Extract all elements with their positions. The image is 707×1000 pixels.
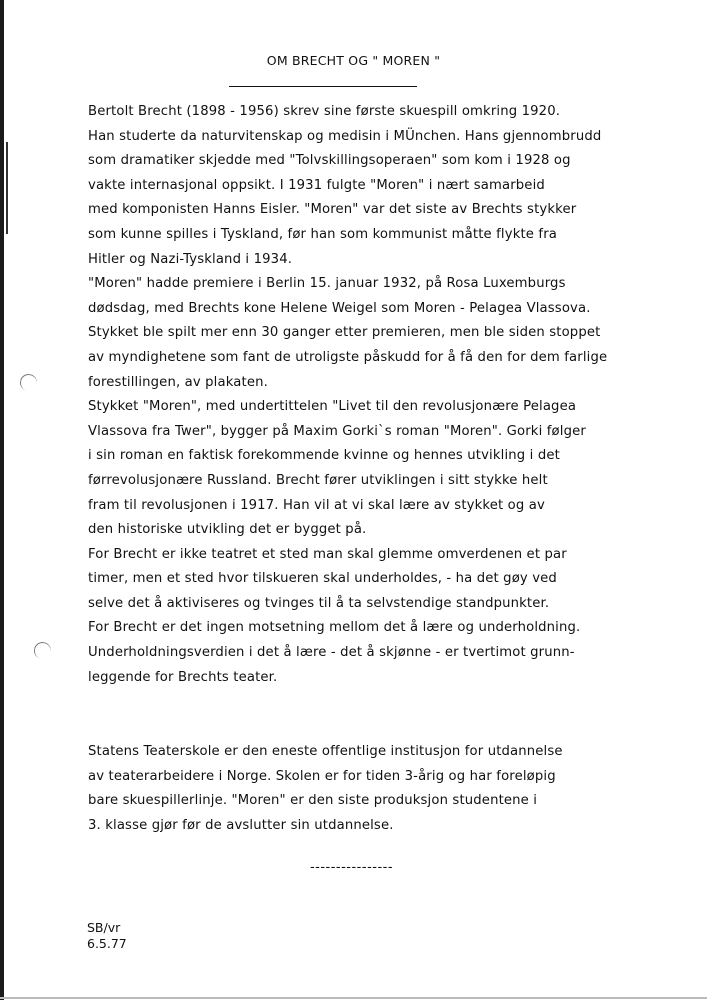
punch-hole-mark <box>19 373 39 393</box>
body-line: førrevolusjonære Russland. Brecht fører utviklingen i sitt stykke helt <box>88 472 548 488</box>
body-line: timer, men et sted hvor tilskueren skal underholdes, - ha det gøy ved <box>88 571 557 587</box>
body-line: selve det å aktiviseres og tvinges til å ta selvstendige standpunkter. <box>88 595 550 611</box>
separator-line <box>0 860 707 875</box>
separator-text: ---------------- <box>309 860 394 875</box>
body-line: Stykket ble spilt mer enn 30 ganger etter premieren, men ble siden stoppet <box>88 325 601 341</box>
body-line: For Brecht er det ingen motsetning mellom det å lære og underholdning. <box>88 620 581 636</box>
body-line: Hitler og Nazi-Tyskland i 1934. <box>88 251 293 267</box>
body-line: den historiske utvikling det er bygget på. <box>88 522 367 538</box>
body-line: vakte internasjonal oppsikt. I 1931 fulgte "Moren" i nært samarbeid <box>88 177 545 193</box>
body-line: Underholdningsverdien i det å lære - det å skjønne - er tvertimot grunn- <box>88 645 575 661</box>
body-line: fram til revolusjonen i 1917. Han vil at vi skal lære av stykket og av <box>88 497 545 513</box>
body-line: forestillingen, av plakaten. <box>88 374 268 390</box>
body-line: som dramatiker skjedde med "Tolvskillingsoperaen" som kom i 1928 og <box>88 153 571 169</box>
body-line: med komponisten Hanns Eisler. "Moren" var det siste av Brechts stykker <box>88 202 577 218</box>
body-line: bare skuespillerlinje. "Moren" er den siste produksjon studentene i <box>88 793 538 809</box>
body-line: 3. klasse gjør før de avslutter sin utdannelse. <box>88 817 394 833</box>
margin-mark <box>6 142 8 234</box>
punch-hole-mark <box>33 641 53 661</box>
body-line: leggende for Brechts teater. <box>88 669 278 685</box>
body-line: av myndighetene som fant de utroligste påskudd for å få den for dem farlige <box>88 349 608 365</box>
body-line: av teaterarbeidere i Norge. Skolen er for tiden 3-årig og har foreløpig <box>88 768 556 784</box>
scan-left-edge <box>0 0 4 1000</box>
body-line: Vlassova fra Twer", bygger på Maxim Gorki`s roman "Moren". Gorki følger <box>88 423 586 439</box>
footer-signature <box>87 920 127 952</box>
school-paragraph <box>88 740 688 838</box>
body-line: Statens Teaterskole er den eneste offentlige institusjon for utdannelse <box>88 744 563 759</box>
body-line: dødsdag, med Brechts kone Helene Weigel som Moren - Pelagea Vlassova. <box>88 300 591 316</box>
body-line: For Brecht er ikke teatret et sted man skal glemme omverdenen et par <box>88 546 567 562</box>
document-title: OM BRECHT OG " MOREN " <box>266 53 441 68</box>
body-line: i sin roman en faktisk forekommende kvinne og hennes utvikling i det <box>88 448 560 464</box>
body-line: Han studerte da naturvitenskap og medisin i MÜnchen. Hans gjennombrudd <box>88 128 602 144</box>
body-line: "Moren" hadde premiere i Berlin 15. januar 1932, på Rosa Luxemburgs <box>88 276 566 292</box>
main-body <box>88 100 688 690</box>
author-initials: SB/vr <box>87 920 121 935</box>
scan-bottom-edge <box>0 997 707 999</box>
title-underline <box>229 86 417 87</box>
body-line: som kunne spilles i Tyskland, før han som kommunist måtte flykte fra <box>88 226 557 242</box>
body-line: Bertolt Brecht (1898 - 1956) skrev sine første skuespill omkring 1920. <box>88 104 561 119</box>
document-date: 6.5.77 <box>87 936 127 951</box>
body-line: Stykket "Moren", med undertittelen "Livet til den revolusjonære Pelagea <box>88 399 577 415</box>
